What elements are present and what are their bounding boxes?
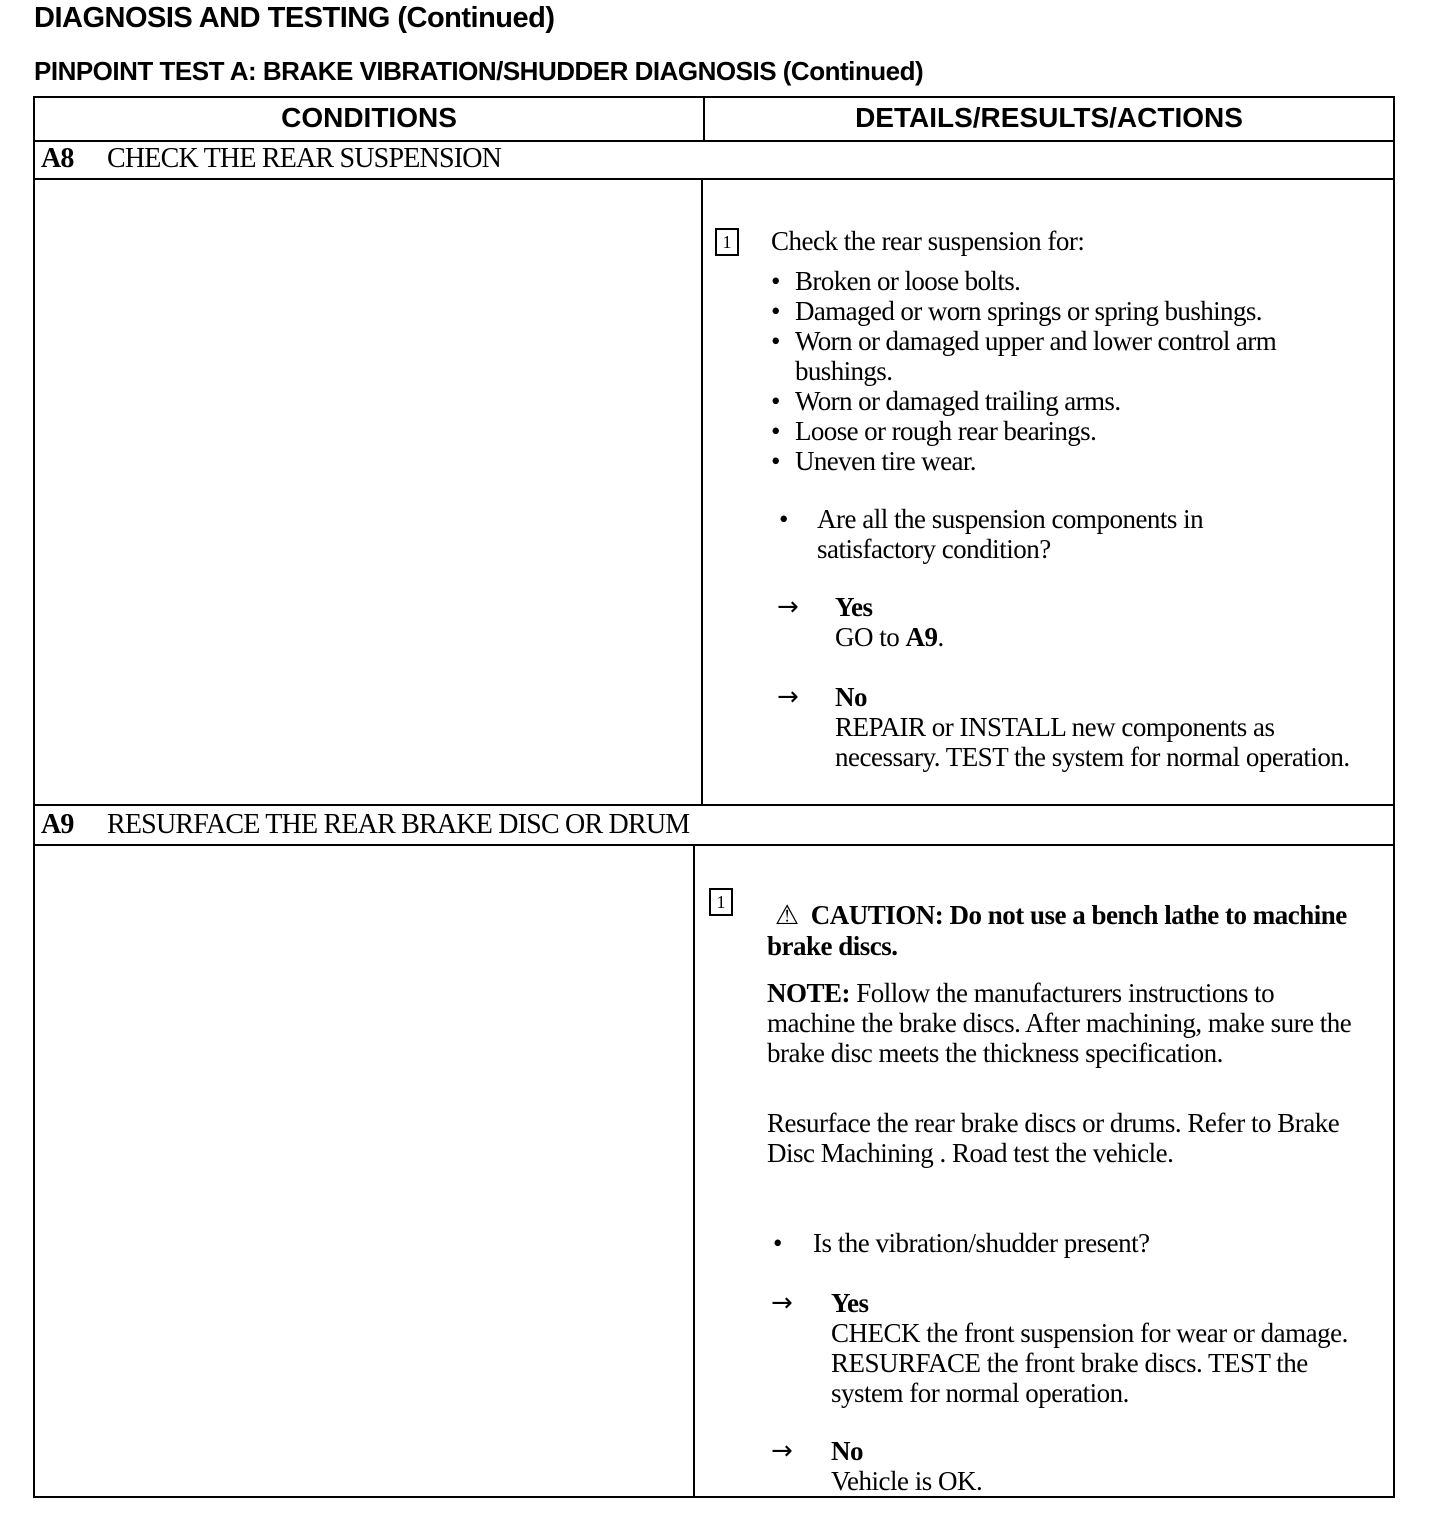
column-divider: [693, 846, 695, 1498]
a9-question: Is the vibration/shudder present?: [813, 1228, 1150, 1258]
a9-caution: ⚠ CAUTION: Do not use a bench lathe to machine brake discs.: [767, 900, 1347, 961]
step-a9-id: A9: [41, 809, 74, 840]
a8-intro: Check the rear suspension for:: [771, 226, 1085, 256]
a9-note: NOTE: Follow the manufacturers instructions to machine the brake discs. After machining, make sure the brake disc meets the thickness specification.: [767, 978, 1352, 1068]
list-item: • Worn or damaged trailing arms.: [769, 386, 1369, 416]
question-bullet: •: [779, 504, 789, 534]
a8-yes-action: GO to A9.: [835, 622, 944, 652]
step-reference: A9: [905, 622, 938, 652]
diagnosis-table: [33, 96, 1395, 1498]
a8-no-action: REPAIR or INSTALL new components as necessary. TEST the system for normal operation.: [835, 712, 1350, 772]
arrow-icon: →: [777, 682, 799, 712]
pinpoint-test-title: PINPOINT TEST A: BRAKE VIBRATION/SHUDDER DIAGNOSIS (Continued): [34, 56, 924, 86]
step-number-box: 1: [709, 888, 733, 916]
column-divider: [701, 180, 703, 804]
a9-no-action: Vehicle is OK.: [831, 1466, 983, 1496]
column-divider: [703, 98, 705, 140]
a9-yes-label: Yes: [831, 1288, 869, 1318]
step-a9-title: RESURFACE THE REAR BRAKE DISC OR DRUM: [107, 809, 690, 840]
a9-no-label: No: [831, 1436, 863, 1466]
a8-question: Are all the suspension components in satisfactory condition?: [817, 504, 1204, 564]
list-item: • Broken or loose bolts.: [769, 266, 1369, 296]
step-a8-title: CHECK THE REAR SUSPENSION: [107, 143, 502, 174]
a8-check-list: [769, 266, 1369, 476]
list-item: • Loose or rough rear bearings.: [769, 416, 1369, 446]
a8-yes-label: Yes: [835, 592, 873, 622]
step-a9-header: [35, 806, 1393, 846]
step-number-box: 1: [715, 228, 739, 256]
step-a8-id: A8: [41, 143, 74, 174]
column-header-row: [35, 98, 1393, 142]
details-header: DETAILS/RESULTS/ACTIONS: [855, 102, 1243, 133]
a9-resurface-instruction: Resurface the rear brake discs or drums. Refer to Brake Disc Machining . Road test the vehicle.: [767, 1108, 1340, 1168]
arrow-icon: →: [777, 592, 799, 622]
question-bullet: •: [773, 1228, 783, 1258]
caution-icon: ⚠: [775, 900, 799, 931]
list-item: • Damaged or worn springs or spring bushings.: [769, 296, 1369, 326]
step-a8-header: [35, 140, 1393, 180]
arrow-icon: →: [771, 1288, 793, 1318]
list-item: • Worn or damaged upper and lower control arm bushings.: [769, 326, 1369, 386]
page-title: DIAGNOSIS AND TESTING (Continued): [34, 2, 555, 34]
a9-yes-action: CHECK the front suspension for wear or damage. RESURFACE the front brake discs. TEST the system for normal operation.: [831, 1318, 1348, 1408]
conditions-header: CONDITIONS: [281, 102, 457, 133]
arrow-icon: →: [771, 1436, 793, 1466]
list-item: • Uneven tire wear.: [769, 446, 1369, 476]
a8-no-label: No: [835, 682, 867, 712]
